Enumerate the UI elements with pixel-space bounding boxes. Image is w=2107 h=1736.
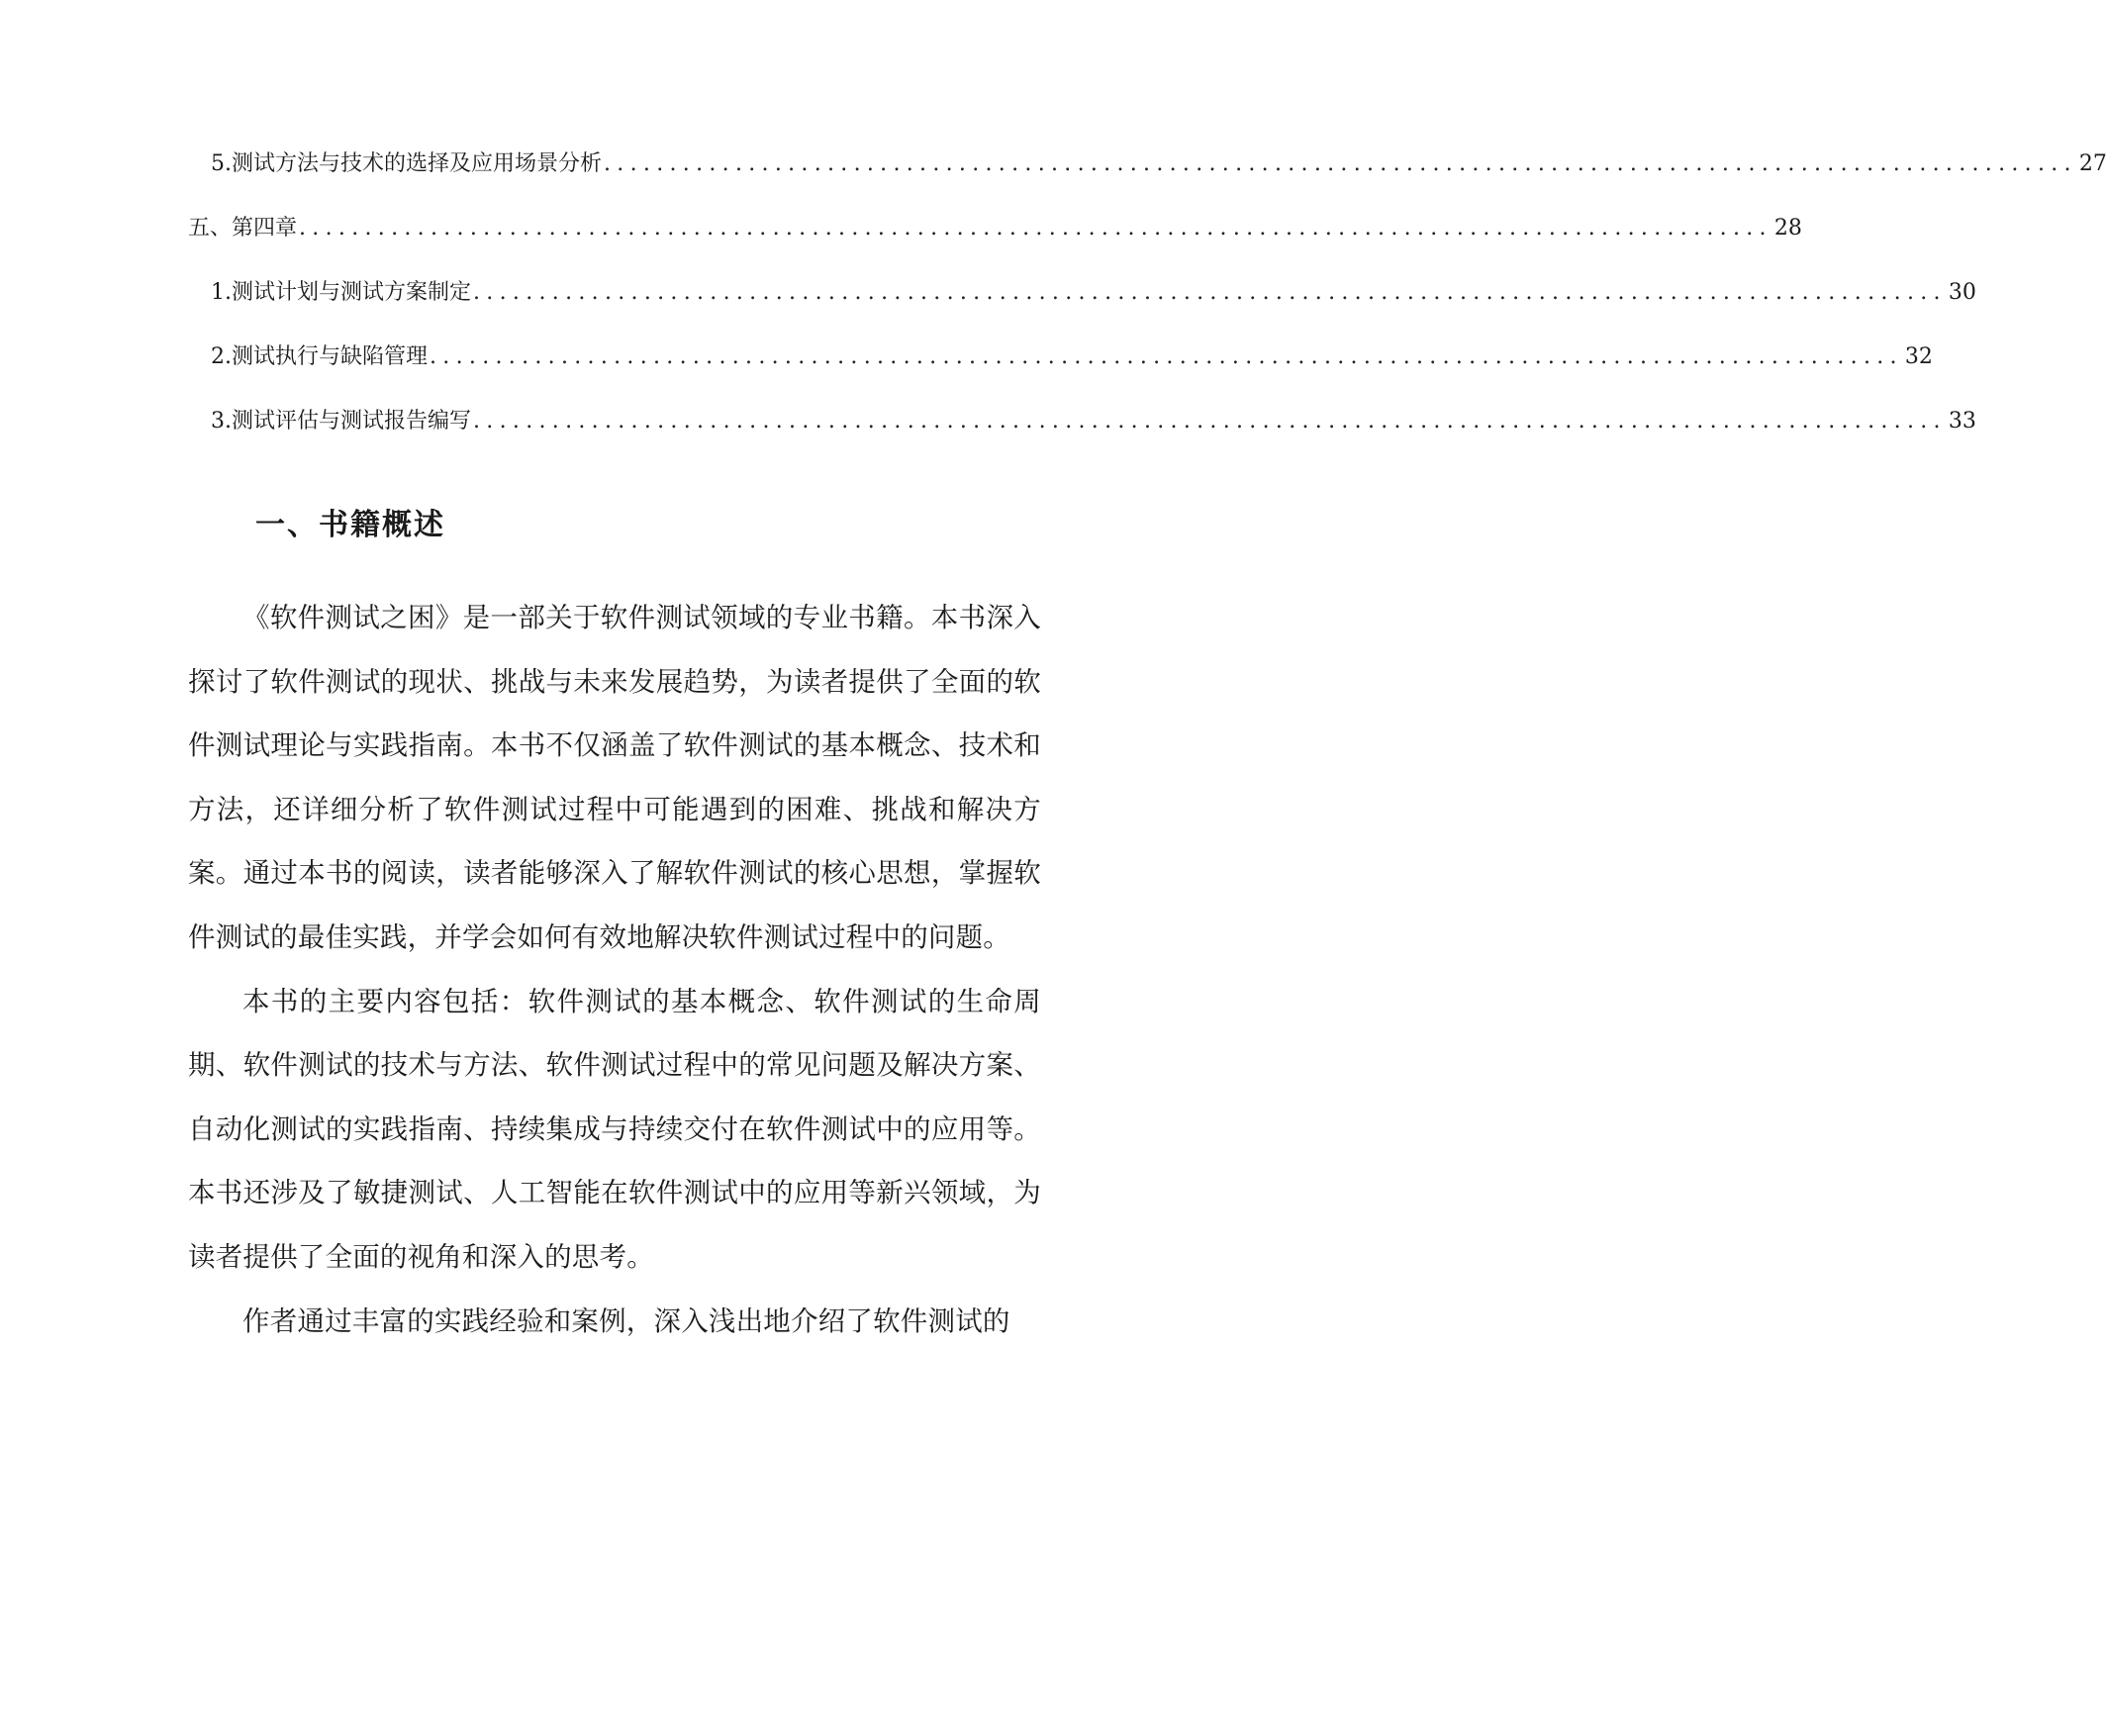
toc-entry-page: 32 [1904, 344, 1933, 369]
toc-entry-number: 1. [211, 280, 232, 305]
toc-leader-dots: ................................................................................................................ [604, 151, 2077, 176]
toc-entry[interactable] [211, 278, 1976, 308]
body-paragraph: 作者通过丰富的实践经验和案例，深入浅出地介绍了软件测试的 [242, 1304, 1010, 1337]
toc-entry-page: 30 [1948, 280, 1976, 305]
body-paragraph: 本书的主要内容包括：软件测试的基本概念、软件测试的生命周期、软件测试的技术与方法、软件测试过程中的常见问题及解决方案、自动化测试的实践指南、持续集成与持续交付在软件测试中的应用等。本书还涉及了敏捷测试、人工智能在软件测试中的应用等新兴领域，为读者提供了全面的视角和深入的思考。 [188, 985, 1041, 1273]
toc-entry[interactable] [211, 342, 1933, 372]
toc-entry-title: 测试评估与测试报告编写 [232, 409, 472, 434]
toc-leader-dots: ................................................................................................................ [473, 280, 1947, 305]
section-body [188, 586, 1041, 1353]
toc-entry-title: 测试方法与技术的选择及应用场景分析 [232, 151, 603, 176]
toc-entry-number: 3. [211, 409, 232, 434]
section-heading: 一、书籍概述 [255, 508, 445, 542]
toc-entry-page: 33 [1948, 409, 1976, 434]
toc-entry[interactable] [188, 214, 1802, 243]
toc-entry[interactable] [211, 149, 2107, 179]
toc-leader-dots: ................................................................................................................ [299, 216, 1772, 241]
toc-entry-page: 28 [1773, 216, 1802, 241]
toc-entry[interactable] [211, 407, 1976, 436]
toc-entry-number: 2. [211, 344, 232, 369]
toc-entry-title: 测试计划与测试方案制定 [232, 280, 472, 305]
toc-leader-dots: ................................................................................................................ [473, 409, 1947, 434]
toc-entry-number: 5. [211, 151, 232, 176]
toc-leader-dots: ................................................................................................................ [430, 344, 1903, 369]
toc-entry-page: 27 [2078, 151, 2107, 176]
toc-entry-title: 五、第四章 [188, 216, 298, 241]
body-paragraph: 《软件测试之困》是一部关于软件测试领域的专业书籍。本书深入探讨了软件测试的现状、挑战与未来发展趋势，为读者提供了全面的软件测试理论与实践指南。本书不仅涵盖了软件测试的基本概念、技术和方法，还详细分析了软件测试过程中可能遇到的困难、挑战和解决方案。通过本书的阅读，读者能够深入了解软件测试的核心思想，掌握软件测试的最佳实践，并学会如何有效地解决软件测试过程中的问题。 [188, 602, 1041, 953]
toc-entry-title: 测试执行与缺陷管理 [232, 344, 429, 369]
